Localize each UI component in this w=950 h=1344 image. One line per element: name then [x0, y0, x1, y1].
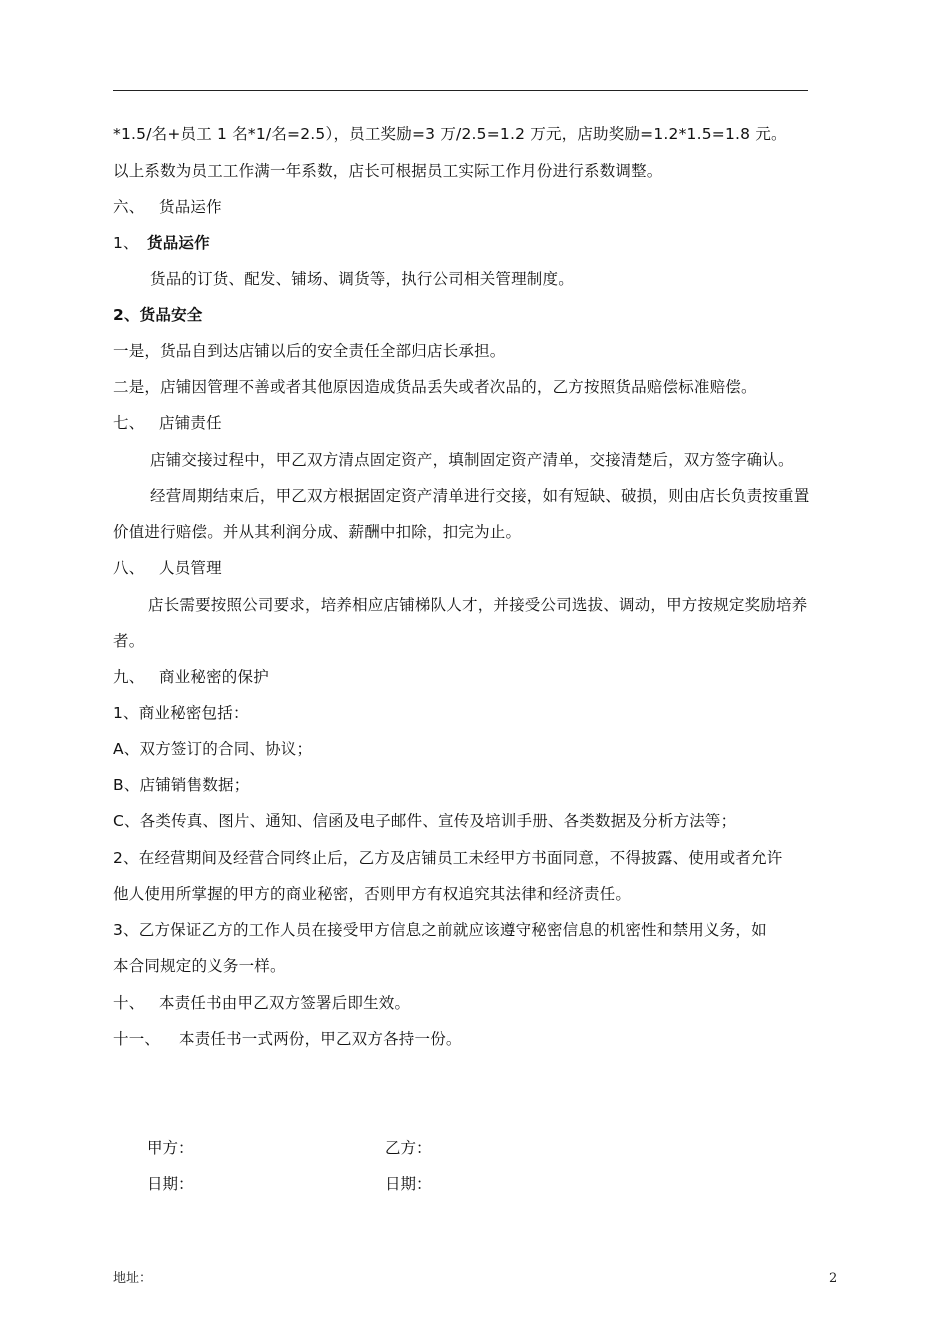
list-item: B、店铺销售数据；: [113, 776, 250, 794]
section-title: 店铺责任: [159, 414, 222, 432]
paragraph-line: 1、商业秘密包括：: [113, 704, 249, 722]
paragraph-line: 经营周期结束后，甲乙双方根据固定资产清单进行交接，如有短缺、破损，则由店长负责按重置: [150, 487, 810, 505]
section-heading: [113, 666, 843, 688]
section-number: 八、: [113, 559, 145, 577]
paragraph-line: 货品的订货、配发、铺场、调货等，执行公司相关管理制度。: [150, 270, 574, 288]
paragraph-line: 二是，店铺因管理不善或者其他原因造成货品丢失或者次品的，乙方按照货品赔偿标准赔偿。: [113, 378, 757, 396]
section-title: 人员管理: [159, 559, 222, 577]
paragraph-line: 3、乙方保证乙方的工作人员在接受甲方信息之前就应该遵守秘密信息的机密性和禁用义务，如: [113, 921, 767, 939]
section-number: 七、: [113, 414, 145, 432]
list-item: C、各类传真、图片、通知、信函及电子邮件、宣传及培训手册、各类数据及分析方法等；: [113, 812, 737, 830]
section-number: 十、: [113, 994, 145, 1012]
section-heading: [113, 196, 843, 218]
section-title: 本责任书一式两份，甲乙双方各持一份。: [179, 1030, 462, 1048]
paragraph-line: 店铺交接过程中，甲乙双方清点固定资产，填制固定资产清单，交接清楚后，双方签字确认。: [150, 451, 794, 469]
paragraph-line: 以上系数为员工工作满一年系数，店长可根据员工实际工作月份进行系数调整。: [113, 162, 663, 180]
party-b-label: 乙方：: [385, 1139, 432, 1157]
section-title: 本责任书由甲乙双方签署后即生效。: [159, 994, 411, 1012]
date-b-label: 日期：: [385, 1175, 432, 1193]
section-number: 九、: [113, 668, 145, 686]
paragraph-line: 他人使用所掌握的甲方的商业秘密，否则甲方有权追究其法律和经济责任。: [113, 885, 632, 903]
footer-address-label: 地址：: [113, 1271, 153, 1286]
subsection-heading: 2、货品安全: [113, 306, 203, 324]
subsection-number: 1、: [113, 234, 139, 252]
paragraph-line: 价值进行赔偿。并从其利润分成、薪酬中扣除，扣完为止。: [113, 523, 522, 541]
section-number: 六、: [113, 198, 145, 216]
subsection-title: 货品运作: [147, 234, 210, 252]
section-heading: [113, 1028, 843, 1050]
header-rule: [113, 90, 808, 91]
date-a-label: 日期：: [147, 1175, 194, 1193]
paragraph-line: 本合同规定的义务一样。: [113, 957, 286, 975]
paragraph-line: 2、在经营期间及经营合同终止后，乙方及店铺员工未经甲方书面同意，不得披露、使用或者允许: [113, 849, 783, 867]
subsection-heading: [113, 232, 843, 254]
section-number: 十一、: [113, 1030, 161, 1048]
section-title: 货品运作: [159, 198, 222, 216]
paragraph-line: 店长需要按照公司要求，培养相应店铺梯队人才，并接受公司选拔、调动，甲方按规定奖励培养: [148, 596, 808, 614]
list-item: A、双方签订的合同、协议；: [113, 740, 313, 758]
page-number: 2: [829, 1271, 838, 1286]
section-title: 商业秘密的保护: [159, 668, 269, 686]
paragraph-line: 一是，货品自到达店铺以后的安全责任全部归店长承担。: [113, 342, 506, 360]
paragraph-line: 者。: [113, 632, 145, 650]
party-a-label: 甲方：: [147, 1139, 194, 1157]
paragraph-line: *1.5/名+员工 1 名*1/名=2.5），员工奖励=3 万/2.5=1.2 万元，店助奖励=1.2*1.5=1.8 元。: [113, 125, 787, 143]
section-heading: [113, 557, 843, 579]
section-heading: [113, 992, 843, 1014]
section-heading: [113, 412, 843, 434]
